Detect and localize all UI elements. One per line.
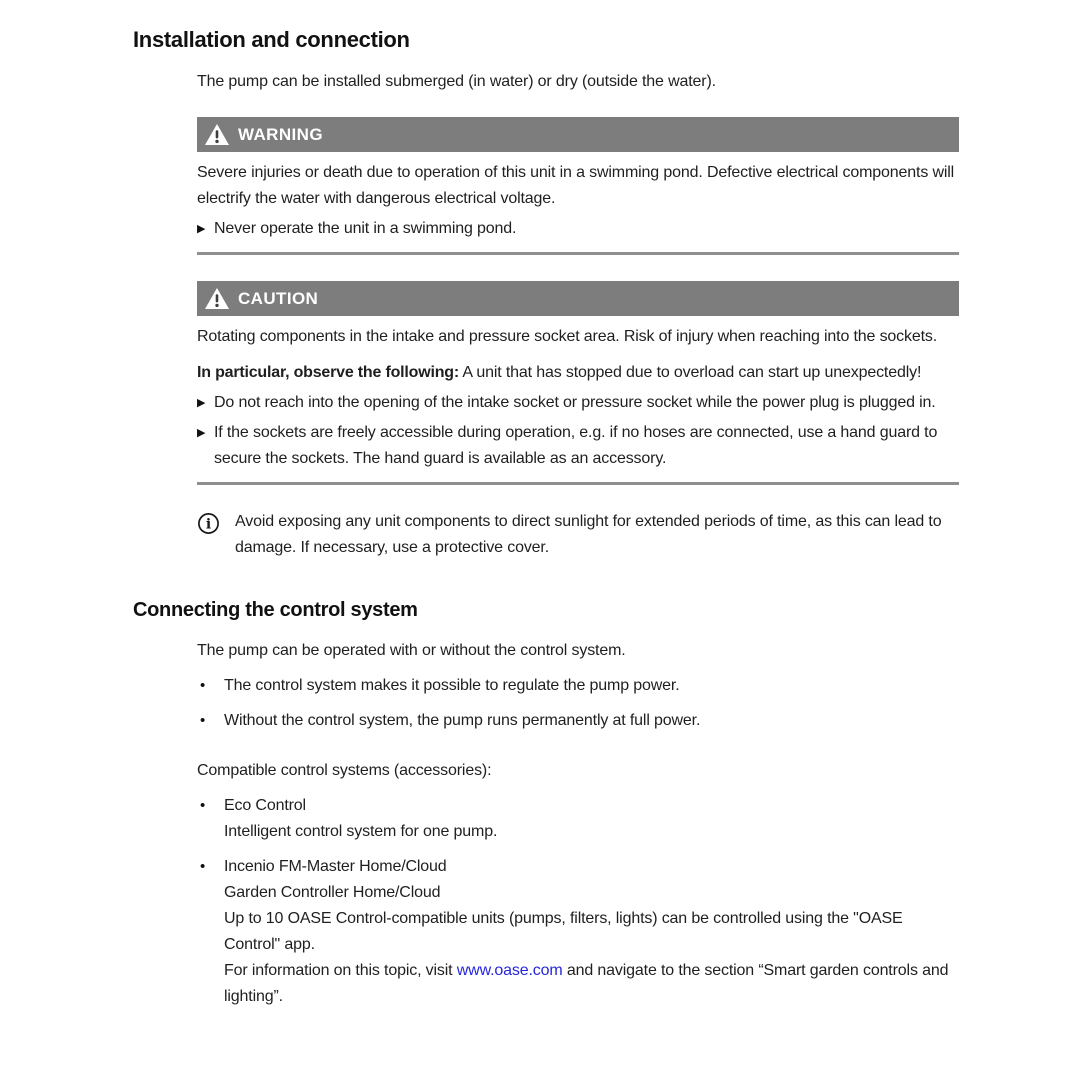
caution-note-rest: A unit that has stopped due to overload can start up unexpectedly! [458, 364, 922, 381]
link-line-pre: For information on this topic, visit [224, 962, 457, 979]
caution-action-item [197, 390, 959, 416]
list-item-line: Intelligent control system for one pump. [224, 823, 498, 840]
caution-note [197, 360, 959, 386]
list-item-line: Eco Control [224, 797, 306, 814]
warning-text: Severe injuries or death due to operation of this unit in a swimming pond. Defective electrical components will electrify the water with dangerous electrical voltage. [197, 164, 955, 207]
warning-header-bar [197, 117, 959, 152]
caution-box [197, 281, 959, 485]
info-note-text: Avoid exposing any unit components to direct sunlight for extended periods of time, as this can lead to damage. If necessary, use a protective cover. [235, 513, 942, 556]
caution-action-text: Do not reach into the opening of the intake socket or pressure socket while the power plug is plugged in. [214, 394, 936, 411]
info-note [197, 509, 959, 561]
dot-bullet-icon: • [200, 858, 206, 875]
link-line-post: and navigate to the section “Smart garden controls and lighting”. [224, 962, 949, 1005]
caution-header-bar [197, 281, 959, 316]
list-item-link-line [224, 958, 959, 1010]
divider-rule [197, 482, 959, 485]
page-title: Installation and connection [133, 27, 410, 52]
dot-bullet-icon: • [200, 677, 206, 694]
dot-bullet-icon: • [200, 712, 206, 729]
divider-rule [197, 252, 959, 255]
list-item [197, 673, 959, 699]
section-control-system [197, 638, 959, 1010]
oase-website-link[interactable]: www.oase.com [456, 962, 563, 979]
list-item-line: Incenio FM-Master Home/Cloud [224, 858, 447, 875]
dot-bullet-icon: • [200, 797, 206, 814]
list-item-lines [224, 793, 959, 845]
arrow-bullet-icon: ▶ [197, 223, 206, 235]
list-item-text: Without the control system, the pump runs permanently at full power. [224, 712, 701, 729]
control-intro: The pump can be operated with or without the control system. [197, 642, 626, 659]
list-item-lines [224, 854, 959, 1010]
warning-action-item [197, 216, 959, 242]
caution-text: Rotating components in the intake and pressure socket area. Risk of injury when reaching into the sockets. [197, 328, 938, 345]
warning-box [197, 117, 959, 255]
list-item [197, 708, 959, 734]
list-item-incenio [197, 854, 959, 1010]
warning-triangle-icon [205, 288, 229, 309]
warning-label: WARNING [238, 124, 323, 144]
caution-label: CAUTION [238, 288, 319, 308]
intro-paragraph: The pump can be installed submerged (in water) or dry (outside the water). [197, 73, 716, 90]
compat-intro: Compatible control systems (accessories): [197, 762, 492, 779]
list-item-text: The control system makes it possible to regulate the pump power. [224, 677, 680, 694]
svg-text:i: i [205, 516, 212, 533]
list-item-line: Garden Controller Home/Cloud [224, 884, 441, 901]
arrow-bullet-icon: ▶ [197, 397, 206, 409]
section-title-control-system: Connecting the control system [133, 599, 418, 621]
warning-action-text: Never operate the unit in a swimming pond. [214, 220, 517, 237]
list-item-eco-control [197, 793, 959, 845]
arrow-bullet-icon: ▶ [197, 427, 206, 439]
section-installation [197, 69, 959, 561]
caution-note-bold: In particular, observe the following: [197, 364, 459, 381]
list-item-line: Up to 10 OASE Control-compatible units (pumps, filters, lights) can be controlled using the "OASE Control" app. [224, 910, 903, 953]
caution-action-text: If the sockets are freely accessible during operation, e.g. if no hoses are connected, use a hand guard to secure the sockets. The hand guard is available as an accessory. [214, 424, 938, 467]
info-icon [197, 509, 235, 561]
warning-triangle-icon [205, 124, 229, 145]
caution-action-item [197, 420, 959, 472]
